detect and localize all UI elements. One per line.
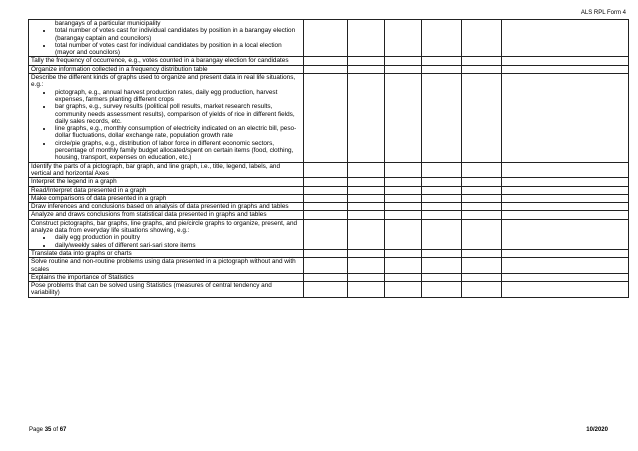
competency-row bbox=[29, 74, 629, 163]
blank-rating-cell[interactable] bbox=[348, 258, 385, 274]
blank-rating-cell[interactable] bbox=[462, 57, 502, 65]
competency-row bbox=[29, 203, 629, 211]
blank-rating-cell[interactable] bbox=[385, 178, 422, 186]
blank-rating-cell[interactable] bbox=[422, 282, 462, 298]
competency-description bbox=[29, 57, 304, 65]
blank-rating-cell[interactable] bbox=[385, 74, 422, 163]
blank-rating-cell[interactable] bbox=[462, 273, 502, 281]
blank-rating-cell[interactable] bbox=[422, 273, 462, 281]
blank-rating-cell[interactable] bbox=[348, 162, 385, 178]
blank-rating-cell[interactable] bbox=[422, 65, 462, 73]
blank-rating-cell[interactable] bbox=[502, 211, 629, 219]
blank-rating-cell[interactable] bbox=[348, 249, 385, 257]
blank-rating-cell[interactable] bbox=[422, 194, 462, 202]
competency-text: Organize information collected in a frequency distribution table bbox=[31, 65, 208, 73]
competency-text: Make comparisons of data presented in a graph bbox=[31, 194, 167, 202]
competency-row bbox=[29, 258, 629, 274]
competency-row bbox=[29, 20, 629, 57]
competency-row bbox=[29, 57, 629, 65]
blank-rating-cell[interactable] bbox=[348, 211, 385, 219]
blank-rating-cell[interactable] bbox=[385, 258, 422, 274]
blank-rating-cell[interactable] bbox=[304, 219, 348, 249]
blank-rating-cell[interactable] bbox=[304, 273, 348, 281]
blank-rating-cell[interactable] bbox=[385, 20, 422, 57]
competency-text: Pose problems that can be solved using Statistics (measures of central tendency and variability) bbox=[31, 282, 272, 297]
blank-rating-cell[interactable] bbox=[422, 57, 462, 65]
blank-rating-cell[interactable] bbox=[502, 162, 629, 178]
blank-rating-cell[interactable] bbox=[348, 74, 385, 163]
blank-rating-cell[interactable] bbox=[348, 186, 385, 194]
blank-rating-cell[interactable] bbox=[348, 178, 385, 186]
competency-text: Describe the different kinds of graphs used to organize and present data in real life situations, e.g.: bbox=[31, 74, 296, 89]
example-item: • total number of votes cast for individual candidates by position in a barangay election (barangay captain and councilors) bbox=[53, 27, 301, 42]
page-number: Page 35 of 67 bbox=[29, 427, 67, 433]
blank-rating-cell[interactable] bbox=[385, 211, 422, 219]
competency-text: Interpret the legend in a graph bbox=[31, 178, 117, 186]
competency-row bbox=[29, 162, 629, 178]
blank-rating-cell[interactable] bbox=[422, 162, 462, 178]
blank-rating-cell[interactable] bbox=[502, 203, 629, 211]
blank-rating-cell[interactable] bbox=[385, 273, 422, 281]
competency-description bbox=[29, 74, 304, 163]
blank-rating-cell[interactable] bbox=[462, 186, 502, 194]
blank-rating-cell[interactable] bbox=[348, 203, 385, 211]
blank-rating-cell[interactable] bbox=[385, 219, 422, 249]
blank-rating-cell[interactable] bbox=[304, 57, 348, 65]
blank-rating-cell[interactable] bbox=[304, 186, 348, 194]
blank-rating-cell[interactable] bbox=[502, 65, 629, 73]
blank-rating-cell[interactable] bbox=[422, 74, 462, 163]
blank-rating-cell[interactable] bbox=[462, 162, 502, 178]
blank-rating-cell[interactable] bbox=[348, 219, 385, 249]
competency-text: Draw inferences and conclusions based on analysis of data presented in graphs and tables bbox=[31, 203, 289, 211]
competency-row bbox=[29, 282, 629, 298]
competency-table bbox=[28, 19, 629, 298]
blank-rating-cell[interactable] bbox=[502, 178, 629, 186]
blank-rating-cell[interactable] bbox=[502, 57, 629, 65]
competency-description bbox=[29, 178, 304, 186]
example-list bbox=[31, 234, 301, 249]
blank-rating-cell[interactable] bbox=[348, 20, 385, 57]
blank-rating-cell[interactable] bbox=[502, 249, 629, 257]
example-item: • daily/weekly sales of different sari-sari store items bbox=[53, 242, 301, 249]
competency-row bbox=[29, 186, 629, 194]
competency-description bbox=[29, 273, 304, 281]
example-list bbox=[31, 89, 301, 162]
blank-rating-cell[interactable] bbox=[462, 258, 502, 274]
competency-text: Analyze and draws conclusions from statistical data presented in graphs and tables bbox=[31, 211, 267, 219]
blank-rating-cell[interactable] bbox=[385, 57, 422, 65]
blank-rating-cell[interactable] bbox=[385, 162, 422, 178]
blank-rating-cell[interactable] bbox=[462, 219, 502, 249]
blank-rating-cell[interactable] bbox=[304, 203, 348, 211]
competency-row bbox=[29, 178, 629, 186]
blank-rating-cell[interactable] bbox=[304, 65, 348, 73]
competency-description bbox=[29, 249, 304, 257]
blank-rating-cell[interactable] bbox=[462, 211, 502, 219]
blank-rating-cell[interactable] bbox=[422, 203, 462, 211]
example-item: • daily egg production in poultry bbox=[53, 234, 301, 241]
competency-description bbox=[29, 258, 304, 274]
blank-rating-cell[interactable] bbox=[385, 282, 422, 298]
example-item: • bar graphs, e.g., survey results (political poll results, market research results, community needs assessment results), comparison of yields of rice in different fields, daily sales records, etc. bbox=[53, 103, 301, 125]
example-list bbox=[31, 27, 301, 56]
competency-row bbox=[29, 211, 629, 219]
competency-description bbox=[29, 211, 304, 219]
blank-rating-cell[interactable] bbox=[422, 186, 462, 194]
example-item: • pictograph, e.g., annual harvest production rates, daily egg production, harvest expenses, farmers planting different crops bbox=[53, 89, 301, 104]
blank-rating-cell[interactable] bbox=[422, 219, 462, 249]
blank-rating-cell[interactable] bbox=[502, 258, 629, 274]
blank-rating-cell[interactable] bbox=[385, 249, 422, 257]
example-item: • total number of votes cast for individual candidates by position in a local election (mayor and councilors) bbox=[53, 42, 301, 57]
competency-text: Explains the importance of Statistics bbox=[31, 273, 134, 281]
competency-text: Construct pictographs, bar graphs, line graphs, and pie/circle graphs to organize, present, and analyze data from everyday life situations showing, e.g.: bbox=[31, 219, 298, 235]
blank-rating-cell[interactable] bbox=[462, 194, 502, 202]
blank-rating-cell[interactable] bbox=[304, 178, 348, 186]
blank-rating-cell[interactable] bbox=[304, 282, 348, 298]
blank-rating-cell[interactable] bbox=[422, 178, 462, 186]
blank-rating-cell[interactable] bbox=[385, 203, 422, 211]
blank-rating-cell[interactable] bbox=[348, 282, 385, 298]
blank-rating-cell[interactable] bbox=[502, 273, 629, 281]
competency-row bbox=[29, 219, 629, 249]
competency-text: Tally the frequency of occurrence, e.g., votes counted in a barangay election for candidates bbox=[31, 57, 289, 65]
competency-description bbox=[29, 186, 304, 194]
competency-text: Identify the parts of a pictograph, bar graph, and line graph, i.e., title, legend, labels, and vertical and horizontal Axes bbox=[31, 162, 281, 177]
blank-rating-cell[interactable] bbox=[348, 65, 385, 73]
blank-rating-cell[interactable] bbox=[385, 194, 422, 202]
competency-description bbox=[29, 194, 304, 202]
competency-description bbox=[29, 219, 304, 249]
competency-description bbox=[29, 20, 304, 57]
blank-rating-cell[interactable] bbox=[462, 203, 502, 211]
competency-text: Read/Interpret data presented in a graph bbox=[31, 186, 147, 194]
blank-rating-cell[interactable] bbox=[304, 20, 348, 57]
competency-row bbox=[29, 194, 629, 202]
blank-rating-cell[interactable] bbox=[348, 57, 385, 65]
example-item: • line graphs, e.g., monthly consumption of electricity indicated on an electric bill, peso-dollar fluctuations, dollar exchange rate, population growth rate bbox=[53, 125, 301, 140]
blank-rating-cell[interactable] bbox=[462, 282, 502, 298]
competency-text: Translate data into graphs or charts bbox=[31, 249, 132, 257]
competency-row bbox=[29, 249, 629, 257]
blank-rating-cell[interactable] bbox=[462, 20, 502, 57]
blank-rating-cell[interactable] bbox=[304, 211, 348, 219]
blank-rating-cell[interactable] bbox=[385, 65, 422, 73]
blank-rating-cell[interactable] bbox=[422, 258, 462, 274]
blank-rating-cell[interactable] bbox=[462, 249, 502, 257]
blank-rating-cell[interactable] bbox=[462, 65, 502, 73]
blank-rating-cell[interactable] bbox=[502, 74, 629, 163]
blank-rating-cell[interactable] bbox=[304, 249, 348, 257]
blank-rating-cell[interactable] bbox=[385, 186, 422, 194]
blank-rating-cell[interactable] bbox=[502, 186, 629, 194]
competency-row bbox=[29, 273, 629, 281]
blank-rating-cell[interactable] bbox=[348, 273, 385, 281]
competency-row bbox=[29, 65, 629, 73]
blank-rating-cell[interactable] bbox=[304, 194, 348, 202]
example-item: • circle/pie graphs, e.g., distribution of labor force in different economic sectors, percentage of monthly family budget allocated/spent on certain items (food, clothing, housing, transport, expenses on education, etc.) bbox=[53, 140, 301, 162]
competency-description bbox=[29, 65, 304, 73]
competency-description bbox=[29, 203, 304, 211]
blank-rating-cell[interactable] bbox=[502, 282, 629, 298]
blank-rating-cell[interactable] bbox=[304, 74, 348, 163]
blank-rating-cell[interactable] bbox=[502, 194, 629, 202]
competency-description bbox=[29, 282, 304, 298]
blank-rating-cell[interactable] bbox=[502, 219, 629, 249]
blank-rating-cell[interactable] bbox=[304, 162, 348, 178]
competency-description bbox=[29, 162, 304, 178]
blank-rating-cell[interactable] bbox=[462, 178, 502, 186]
blank-rating-cell[interactable] bbox=[462, 74, 502, 163]
blank-rating-cell[interactable] bbox=[348, 194, 385, 202]
revision-date: 10/2020 bbox=[586, 427, 608, 433]
blank-rating-cell[interactable] bbox=[422, 20, 462, 57]
blank-rating-cell[interactable] bbox=[422, 211, 462, 219]
blank-rating-cell[interactable] bbox=[304, 258, 348, 274]
blank-rating-cell[interactable] bbox=[502, 20, 629, 57]
continued-bullet-text: barangays of a particular municipality bbox=[55, 20, 161, 27]
blank-rating-cell[interactable] bbox=[422, 249, 462, 257]
competency-text: Solve routine and non-routine problems using data presented in a pictograph without and with scales bbox=[31, 258, 296, 273]
form-label: ALS RPL Form 4 bbox=[580, 10, 626, 16]
